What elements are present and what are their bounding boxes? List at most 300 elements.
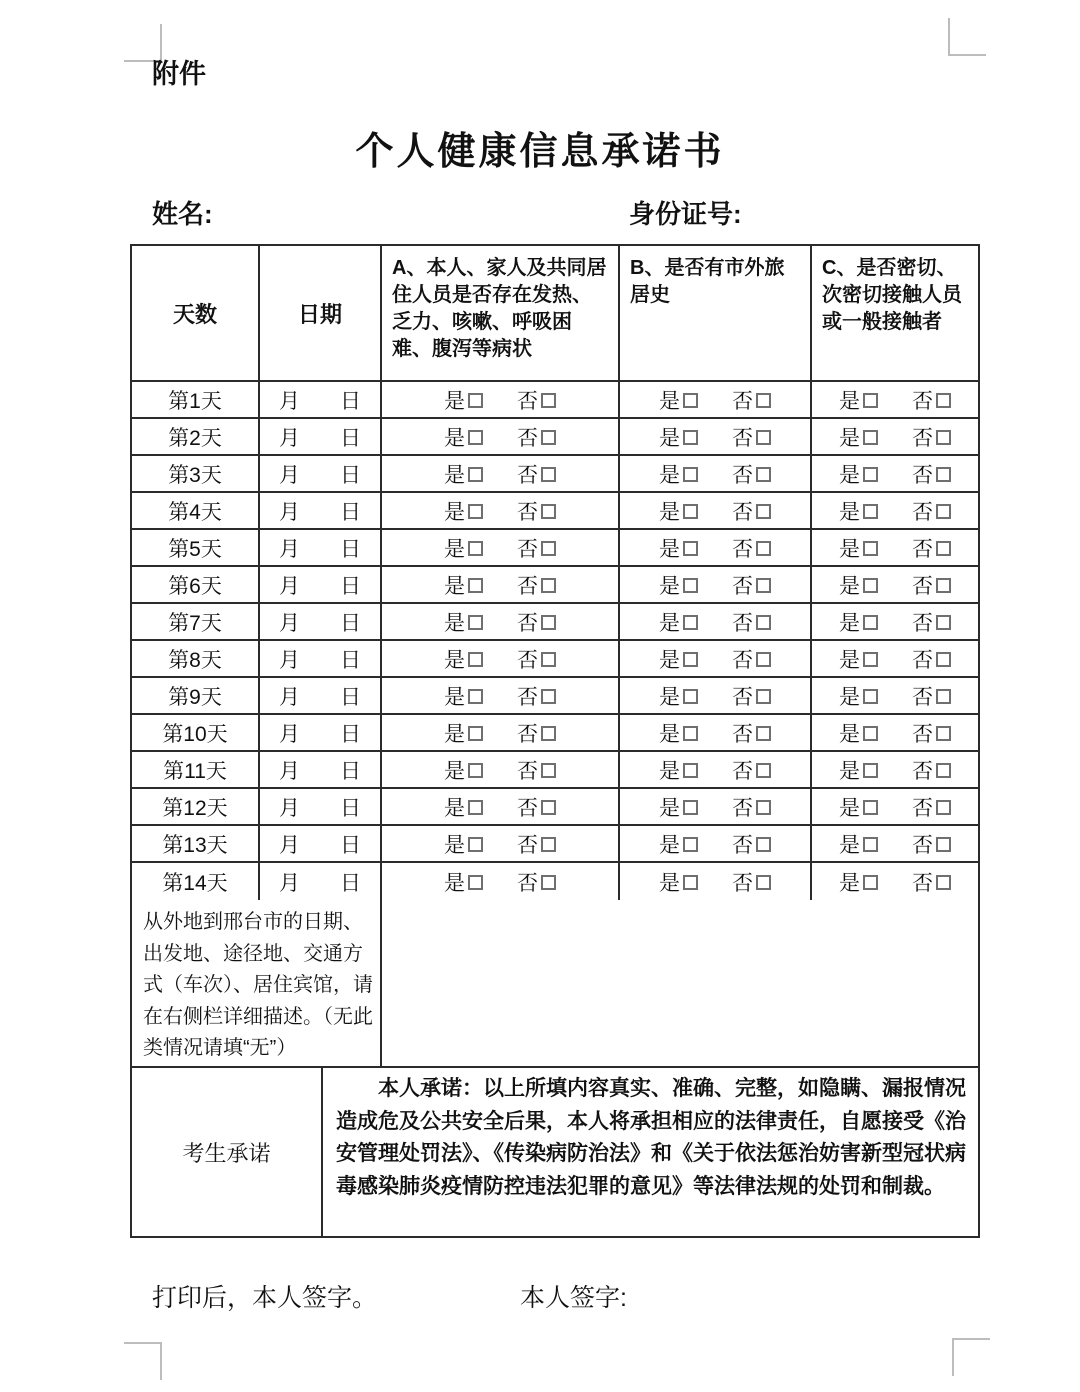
contact-choice-cell bbox=[812, 382, 978, 417]
yes-label: 是 bbox=[659, 648, 680, 672]
month-label: 月 bbox=[279, 389, 300, 413]
corner-mark-top-right bbox=[948, 18, 986, 56]
no-checkbox[interactable] bbox=[756, 467, 771, 482]
contact-choice-cell bbox=[812, 456, 978, 491]
yes-checkbox[interactable] bbox=[863, 726, 878, 741]
day-label: 第4天 bbox=[168, 500, 222, 524]
symptom-choice-cell bbox=[382, 715, 620, 750]
yes-label: 是 bbox=[839, 871, 860, 895]
day-label: 第9天 bbox=[168, 685, 222, 709]
yes-label: 是 bbox=[839, 463, 860, 487]
yes-checkbox[interactable] bbox=[468, 430, 483, 445]
travel-choice-cell bbox=[620, 382, 812, 417]
yes-label: 是 bbox=[659, 796, 680, 820]
yes-checkbox[interactable] bbox=[468, 504, 483, 519]
pledge-row bbox=[132, 1068, 978, 1236]
no-label: 否 bbox=[732, 537, 753, 561]
yes-label: 是 bbox=[444, 722, 465, 746]
day-of-month-label: 日 bbox=[340, 500, 361, 524]
no-label: 否 bbox=[732, 722, 753, 746]
yes-label: 是 bbox=[659, 833, 680, 857]
symptom-choice-cell bbox=[382, 678, 620, 713]
no-label: 否 bbox=[517, 796, 538, 820]
yes-label: 是 bbox=[659, 574, 680, 598]
yes-label: 是 bbox=[659, 611, 680, 635]
no-label: 否 bbox=[912, 796, 933, 820]
no-label: 否 bbox=[912, 574, 933, 598]
date-cell[interactable] bbox=[260, 826, 382, 861]
no-checkbox[interactable] bbox=[756, 504, 771, 519]
no-checkbox[interactable] bbox=[756, 652, 771, 667]
travel-choice-cell bbox=[620, 530, 812, 565]
date-cell[interactable] bbox=[260, 789, 382, 824]
yes-checkbox[interactable] bbox=[468, 837, 483, 852]
signature-label: 本人签字: bbox=[520, 1284, 627, 1312]
no-label: 否 bbox=[517, 574, 538, 598]
no-checkbox[interactable] bbox=[541, 837, 556, 852]
no-checkbox[interactable] bbox=[756, 763, 771, 778]
travel-choice-cell bbox=[620, 752, 812, 787]
no-checkbox[interactable] bbox=[756, 578, 771, 593]
no-checkbox[interactable] bbox=[756, 393, 771, 408]
day-label: 第2天 bbox=[168, 426, 222, 450]
no-label: 否 bbox=[517, 537, 538, 561]
no-checkbox[interactable] bbox=[541, 578, 556, 593]
yes-label: 是 bbox=[444, 833, 465, 857]
yes-label: 是 bbox=[444, 871, 465, 895]
name-label: 姓名: bbox=[152, 199, 213, 229]
date-cell[interactable] bbox=[260, 604, 382, 639]
table-header-row bbox=[132, 246, 978, 382]
no-checkbox[interactable] bbox=[936, 652, 951, 667]
day-of-month-label: 日 bbox=[340, 537, 361, 561]
month-label: 月 bbox=[279, 537, 300, 561]
yes-label: 是 bbox=[659, 871, 680, 895]
pledge-text: 本人承诺：以上所填内容真实、准确、完整，如隐瞒、漏报情况造成危及公共安全后果，本人将承担相应的法律责任，自愿接受《治安管理处罚法》、《传染病防治法》和《关于依法惩治妨害新型冠状病毒感染肺炎疫情防控违法犯罪的意见》等法律法规的处罚和制裁。 bbox=[336, 1077, 966, 1198]
header-close-contact: C、是否密切、次密切接触人员或一般接触者 bbox=[822, 257, 962, 333]
date-cell[interactable] bbox=[260, 419, 382, 454]
no-label: 否 bbox=[912, 833, 933, 857]
no-checkbox[interactable] bbox=[936, 689, 951, 704]
yes-label: 是 bbox=[659, 389, 680, 413]
no-checkbox[interactable] bbox=[936, 875, 951, 890]
table-row bbox=[132, 382, 978, 419]
day-cell bbox=[132, 567, 260, 602]
signature-fill-area[interactable] bbox=[650, 1278, 770, 1308]
yes-checkbox[interactable] bbox=[863, 504, 878, 519]
day-cell bbox=[132, 641, 260, 676]
table-row bbox=[132, 826, 978, 863]
day-cell bbox=[132, 863, 260, 900]
contact-choice-cell bbox=[812, 752, 978, 787]
no-checkbox[interactable] bbox=[936, 800, 951, 815]
yes-checkbox[interactable] bbox=[683, 763, 698, 778]
day-label: 第1天 bbox=[168, 389, 222, 413]
header-days: 天数 bbox=[132, 246, 260, 380]
yes-checkbox[interactable] bbox=[683, 541, 698, 556]
travel-choice-cell bbox=[620, 826, 812, 861]
yes-label: 是 bbox=[444, 759, 465, 783]
day-label: 第12天 bbox=[162, 796, 228, 820]
no-label: 否 bbox=[912, 426, 933, 450]
symptom-choice-cell bbox=[382, 530, 620, 565]
contact-choice-cell bbox=[812, 863, 978, 900]
no-checkbox[interactable] bbox=[936, 578, 951, 593]
contact-choice-cell bbox=[812, 419, 978, 454]
no-label: 否 bbox=[732, 833, 753, 857]
symptom-choice-cell bbox=[382, 567, 620, 602]
contact-choice-cell bbox=[812, 826, 978, 861]
no-label: 否 bbox=[517, 685, 538, 709]
yes-checkbox[interactable] bbox=[683, 689, 698, 704]
yes-label: 是 bbox=[839, 611, 860, 635]
yes-label: 是 bbox=[839, 389, 860, 413]
travel-description-row bbox=[132, 900, 978, 1068]
no-checkbox[interactable] bbox=[936, 541, 951, 556]
no-label: 否 bbox=[912, 611, 933, 635]
yes-label: 是 bbox=[659, 537, 680, 561]
no-checkbox[interactable] bbox=[936, 726, 951, 741]
symptom-choice-cell bbox=[382, 789, 620, 824]
no-checkbox[interactable] bbox=[756, 689, 771, 704]
no-checkbox[interactable] bbox=[541, 467, 556, 482]
symptom-choice-cell bbox=[382, 456, 620, 491]
month-label: 月 bbox=[279, 611, 300, 635]
table-row bbox=[132, 678, 978, 715]
yes-label: 是 bbox=[444, 685, 465, 709]
day-cell bbox=[132, 382, 260, 417]
no-checkbox[interactable] bbox=[936, 393, 951, 408]
date-cell[interactable] bbox=[260, 641, 382, 676]
yes-checkbox[interactable] bbox=[863, 800, 878, 815]
month-label: 月 bbox=[279, 759, 300, 783]
table-row bbox=[132, 530, 978, 567]
month-label: 月 bbox=[279, 796, 300, 820]
yes-label: 是 bbox=[659, 426, 680, 450]
corner-mark-bottom-right bbox=[952, 1338, 990, 1376]
month-label: 月 bbox=[279, 648, 300, 672]
travel-choice-cell bbox=[620, 715, 812, 750]
no-label: 否 bbox=[517, 833, 538, 857]
no-label: 否 bbox=[732, 574, 753, 598]
contact-choice-cell bbox=[812, 604, 978, 639]
corner-mark-bottom-left bbox=[124, 1342, 162, 1380]
month-label: 月 bbox=[279, 500, 300, 524]
day-of-month-label: 日 bbox=[340, 611, 361, 635]
yes-label: 是 bbox=[839, 537, 860, 561]
page-title: 个人健康信息承诺书 bbox=[355, 131, 725, 173]
yes-label: 是 bbox=[659, 722, 680, 746]
symptom-choice-cell bbox=[382, 604, 620, 639]
no-checkbox[interactable] bbox=[541, 430, 556, 445]
no-label: 否 bbox=[912, 648, 933, 672]
no-checkbox[interactable] bbox=[936, 763, 951, 778]
day-of-month-label: 日 bbox=[340, 722, 361, 746]
yes-label: 是 bbox=[839, 796, 860, 820]
date-cell[interactable] bbox=[260, 715, 382, 750]
yes-checkbox[interactable] bbox=[863, 430, 878, 445]
no-label: 否 bbox=[732, 871, 753, 895]
pledge-label: 考生承诺 bbox=[132, 1068, 323, 1236]
id-number-label: 身份证号: bbox=[629, 199, 742, 229]
day-of-month-label: 日 bbox=[340, 389, 361, 413]
contact-choice-cell bbox=[812, 789, 978, 824]
no-label: 否 bbox=[732, 463, 753, 487]
no-checkbox[interactable] bbox=[541, 504, 556, 519]
no-label: 否 bbox=[912, 722, 933, 746]
day-of-month-label: 日 bbox=[340, 574, 361, 598]
no-label: 否 bbox=[732, 759, 753, 783]
day-label: 第8天 bbox=[168, 648, 222, 672]
no-checkbox[interactable] bbox=[936, 504, 951, 519]
no-checkbox[interactable] bbox=[756, 875, 771, 890]
yes-checkbox[interactable] bbox=[683, 504, 698, 519]
no-label: 否 bbox=[517, 463, 538, 487]
no-label: 否 bbox=[732, 389, 753, 413]
no-label: 否 bbox=[732, 648, 753, 672]
no-label: 否 bbox=[517, 611, 538, 635]
yes-checkbox[interactable] bbox=[468, 800, 483, 815]
day-label: 第11天 bbox=[163, 759, 227, 783]
yes-label: 是 bbox=[839, 426, 860, 450]
yes-checkbox[interactable] bbox=[468, 652, 483, 667]
yes-checkbox[interactable] bbox=[468, 726, 483, 741]
no-label: 否 bbox=[732, 426, 753, 450]
day-label: 第3天 bbox=[168, 463, 222, 487]
no-checkbox[interactable] bbox=[936, 615, 951, 630]
yes-checkbox[interactable] bbox=[863, 763, 878, 778]
day-of-month-label: 日 bbox=[340, 648, 361, 672]
travel-choice-cell bbox=[620, 789, 812, 824]
no-label: 否 bbox=[517, 500, 538, 524]
yes-label: 是 bbox=[444, 500, 465, 524]
yes-label: 是 bbox=[839, 500, 860, 524]
no-label: 否 bbox=[912, 537, 933, 561]
yes-label: 是 bbox=[659, 463, 680, 487]
table-row bbox=[132, 789, 978, 826]
table-row bbox=[132, 419, 978, 456]
no-label: 否 bbox=[732, 611, 753, 635]
date-cell[interactable] bbox=[260, 530, 382, 565]
travel-choice-cell bbox=[620, 641, 812, 676]
contact-choice-cell bbox=[812, 567, 978, 602]
yes-checkbox[interactable] bbox=[863, 578, 878, 593]
yes-checkbox[interactable] bbox=[468, 541, 483, 556]
table-row bbox=[132, 604, 978, 641]
no-checkbox[interactable] bbox=[936, 430, 951, 445]
no-label: 否 bbox=[912, 871, 933, 895]
table-row bbox=[132, 456, 978, 493]
no-label: 否 bbox=[912, 685, 933, 709]
date-cell[interactable] bbox=[260, 678, 382, 713]
date-cell[interactable] bbox=[260, 493, 382, 528]
no-checkbox[interactable] bbox=[756, 541, 771, 556]
day-label: 第13天 bbox=[162, 833, 228, 857]
yes-checkbox[interactable] bbox=[683, 837, 698, 852]
no-label: 否 bbox=[517, 426, 538, 450]
no-label: 否 bbox=[732, 500, 753, 524]
day-cell bbox=[132, 789, 260, 824]
yes-label: 是 bbox=[659, 759, 680, 783]
yes-checkbox[interactable] bbox=[863, 615, 878, 630]
yes-label: 是 bbox=[839, 648, 860, 672]
yes-label: 是 bbox=[839, 685, 860, 709]
no-checkbox[interactable] bbox=[541, 615, 556, 630]
no-checkbox[interactable] bbox=[756, 615, 771, 630]
yes-checkbox[interactable] bbox=[683, 393, 698, 408]
travel-description-input-cell[interactable] bbox=[382, 900, 978, 1066]
print-note: 打印后，本人签字。 bbox=[152, 1284, 378, 1312]
day-cell bbox=[132, 604, 260, 639]
yes-checkbox[interactable] bbox=[683, 726, 698, 741]
yes-checkbox[interactable] bbox=[683, 615, 698, 630]
month-label: 月 bbox=[279, 685, 300, 709]
table-row bbox=[132, 863, 978, 900]
date-cell[interactable] bbox=[260, 382, 382, 417]
contact-choice-cell bbox=[812, 715, 978, 750]
yes-checkbox[interactable] bbox=[683, 652, 698, 667]
travel-choice-cell bbox=[620, 863, 812, 900]
yes-checkbox[interactable] bbox=[683, 430, 698, 445]
yes-label: 是 bbox=[839, 574, 860, 598]
no-checkbox[interactable] bbox=[541, 726, 556, 741]
yes-checkbox[interactable] bbox=[683, 467, 698, 482]
travel-choice-cell bbox=[620, 567, 812, 602]
yes-label: 是 bbox=[659, 685, 680, 709]
month-label: 月 bbox=[279, 574, 300, 598]
day-label: 第14天 bbox=[162, 871, 228, 895]
travel-choice-cell bbox=[620, 456, 812, 491]
day-of-month-label: 日 bbox=[340, 426, 361, 450]
no-label: 否 bbox=[517, 389, 538, 413]
no-checkbox[interactable] bbox=[756, 726, 771, 741]
yes-checkbox[interactable] bbox=[863, 837, 878, 852]
yes-checkbox[interactable] bbox=[468, 689, 483, 704]
yes-checkbox[interactable] bbox=[863, 467, 878, 482]
day-label: 第10天 bbox=[162, 722, 228, 746]
no-label: 否 bbox=[732, 796, 753, 820]
month-label: 月 bbox=[279, 722, 300, 746]
yes-label: 是 bbox=[839, 759, 860, 783]
day-label: 第5天 bbox=[168, 537, 222, 561]
header-travel-history: B、是否有市外旅居史 bbox=[620, 246, 812, 380]
day-of-month-label: 日 bbox=[340, 833, 361, 857]
day-cell bbox=[132, 419, 260, 454]
no-label: 否 bbox=[912, 389, 933, 413]
month-label: 月 bbox=[279, 426, 300, 450]
yes-checkbox[interactable] bbox=[468, 875, 483, 890]
contact-choice-cell bbox=[812, 641, 978, 676]
yes-checkbox[interactable] bbox=[863, 541, 878, 556]
yes-checkbox[interactable] bbox=[468, 467, 483, 482]
symptom-choice-cell bbox=[382, 863, 620, 900]
day-cell bbox=[132, 826, 260, 861]
date-cell[interactable] bbox=[260, 863, 382, 900]
day-cell bbox=[132, 530, 260, 565]
date-cell[interactable] bbox=[260, 567, 382, 602]
contact-choice-cell bbox=[812, 493, 978, 528]
no-checkbox[interactable] bbox=[541, 875, 556, 890]
contact-choice-cell bbox=[812, 530, 978, 565]
table-row bbox=[132, 493, 978, 530]
yes-checkbox[interactable] bbox=[863, 689, 878, 704]
yes-label: 是 bbox=[444, 537, 465, 561]
day-label: 第6天 bbox=[168, 574, 222, 598]
yes-checkbox[interactable] bbox=[863, 393, 878, 408]
no-checkbox[interactable] bbox=[541, 763, 556, 778]
yes-checkbox[interactable] bbox=[683, 578, 698, 593]
no-checkbox[interactable] bbox=[756, 430, 771, 445]
contact-choice-cell bbox=[812, 678, 978, 713]
no-label: 否 bbox=[517, 871, 538, 895]
date-cell[interactable] bbox=[260, 456, 382, 491]
yes-checkbox[interactable] bbox=[468, 393, 483, 408]
day-cell bbox=[132, 493, 260, 528]
day-cell bbox=[132, 752, 260, 787]
yes-checkbox[interactable] bbox=[863, 652, 878, 667]
symptom-choice-cell bbox=[382, 382, 620, 417]
travel-choice-cell bbox=[620, 419, 812, 454]
yes-label: 是 bbox=[444, 426, 465, 450]
table-row bbox=[132, 752, 978, 789]
yes-checkbox[interactable] bbox=[468, 615, 483, 630]
header-symptoms: A、本人、家人及共同居住人员是否存在发热、乏力、咳嗽、呼吸困难、腹泻等病状 bbox=[382, 246, 620, 380]
no-checkbox[interactable] bbox=[541, 689, 556, 704]
month-label: 月 bbox=[279, 463, 300, 487]
no-label: 否 bbox=[517, 722, 538, 746]
no-checkbox[interactable] bbox=[936, 467, 951, 482]
header-date: 日期 bbox=[260, 246, 382, 380]
table-row bbox=[132, 567, 978, 604]
no-label: 否 bbox=[912, 500, 933, 524]
no-label: 否 bbox=[517, 648, 538, 672]
no-checkbox[interactable] bbox=[936, 837, 951, 852]
travel-choice-cell bbox=[620, 493, 812, 528]
no-checkbox[interactable] bbox=[541, 800, 556, 815]
yes-checkbox[interactable] bbox=[468, 578, 483, 593]
yes-label: 是 bbox=[444, 574, 465, 598]
no-label: 否 bbox=[517, 759, 538, 783]
date-cell[interactable] bbox=[260, 752, 382, 787]
yes-checkbox[interactable] bbox=[683, 875, 698, 890]
day-of-month-label: 日 bbox=[340, 685, 361, 709]
yes-label: 是 bbox=[839, 722, 860, 746]
yes-label: 是 bbox=[444, 389, 465, 413]
day-of-month-label: 日 bbox=[340, 759, 361, 783]
no-checkbox[interactable] bbox=[541, 652, 556, 667]
yes-label: 是 bbox=[444, 463, 465, 487]
yes-label: 是 bbox=[839, 833, 860, 857]
no-checkbox[interactable] bbox=[756, 837, 771, 852]
month-label: 月 bbox=[279, 833, 300, 857]
no-label: 否 bbox=[912, 759, 933, 783]
no-checkbox[interactable] bbox=[756, 800, 771, 815]
id-fill-area[interactable] bbox=[770, 195, 890, 225]
yes-checkbox[interactable] bbox=[863, 875, 878, 890]
day-label: 第7天 bbox=[168, 611, 222, 635]
name-fill-area[interactable] bbox=[230, 195, 350, 225]
no-label: 否 bbox=[912, 463, 933, 487]
day-cell bbox=[132, 715, 260, 750]
yes-label: 是 bbox=[659, 500, 680, 524]
symptom-choice-cell bbox=[382, 419, 620, 454]
no-checkbox[interactable] bbox=[541, 541, 556, 556]
no-checkbox[interactable] bbox=[541, 393, 556, 408]
yes-checkbox[interactable] bbox=[468, 763, 483, 778]
yes-checkbox[interactable] bbox=[683, 800, 698, 815]
yes-label: 是 bbox=[444, 648, 465, 672]
travel-choice-cell bbox=[620, 678, 812, 713]
